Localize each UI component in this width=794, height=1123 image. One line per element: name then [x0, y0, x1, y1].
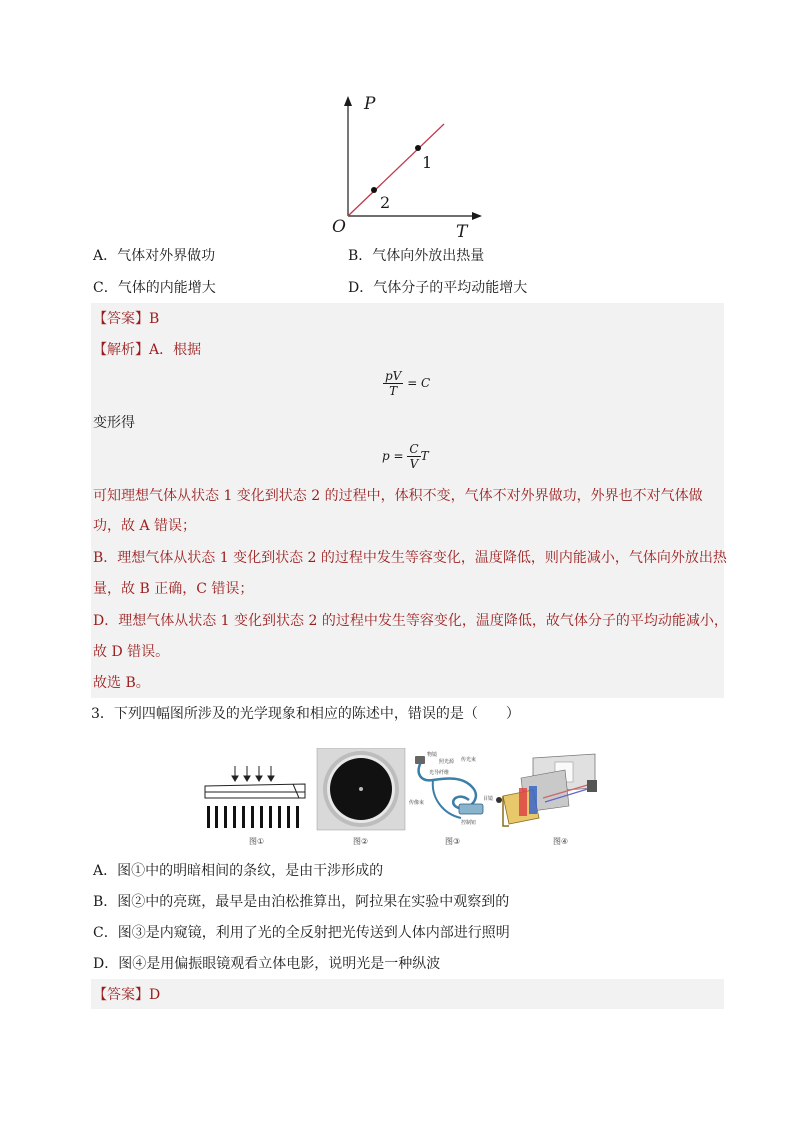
- endoscope-label-objective: 物镜: [427, 752, 438, 758]
- formula2-lhs: p =: [382, 449, 404, 463]
- q2-option-a: A．气体对外界做功: [93, 248, 216, 264]
- analysis-tag: 【解析】: [93, 342, 149, 358]
- caption-fig1: 图①: [249, 837, 265, 846]
- endoscope-label-fiber: 光导纤维: [429, 770, 450, 776]
- caption-fig4: 图④: [553, 837, 569, 846]
- analysis-intro-text: A．根据: [149, 342, 202, 358]
- q3-stem: 3．下列四幅图所涉及的光学现象和相应的陈述中，错误的是（ ）: [91, 706, 520, 722]
- formula1-denominator: T: [389, 384, 398, 398]
- analysis-para2-line1: B．理想气体从状态 1 变化到状态 2 的过程中发生等容变化，温度降低，则内能减小，气体向外放出热: [93, 550, 727, 566]
- endoscope-label-eyepiece: 目镜: [483, 796, 494, 802]
- analysis-para1-line1: 可知理想气体从状态 1 变化到状态 2 的过程中，体积不变，气体不对外界做功，外界也不对气体做: [93, 488, 703, 504]
- analysis-para2-line2: 量，故 B 正确，C 错误；: [93, 581, 254, 597]
- answer-tag: 【答案】: [93, 311, 149, 327]
- q3-option-d: D．图④是用偏振眼镜观看立体电影，说明光是一种纵波: [93, 956, 441, 972]
- q3-answer-tag: 【答案】: [93, 987, 149, 1003]
- endoscope-label-image-bundle: 传像束: [409, 800, 425, 806]
- figure-4-3d-projection: [496, 754, 597, 826]
- answer-value: B: [149, 311, 160, 327]
- q2-option-c: C．气体的内能增大: [93, 280, 216, 296]
- formula1-numerator: pV: [385, 369, 402, 383]
- pressure-temperature-graph: [318, 92, 494, 242]
- q3-option-b: B．图②中的亮斑，最早是由泊松推算出，阿拉果在实验中观察到的: [93, 894, 510, 910]
- x-axis-label: T: [456, 222, 468, 242]
- q3-answer-line: [93, 985, 160, 1005]
- formula2-numerator: C: [409, 442, 419, 456]
- state-point-2: [371, 187, 377, 193]
- formula2-denominator: V: [409, 457, 419, 471]
- q2-deform-text: 变形得: [93, 415, 135, 431]
- figure-1-wedge-interference: [205, 766, 305, 828]
- state-point-1: [415, 145, 421, 151]
- origin-label: O: [332, 217, 346, 237]
- caption-fig2: 图②: [353, 837, 369, 846]
- endoscope-label-control: 控制钮: [461, 820, 477, 826]
- q3-answer-panel: [91, 979, 724, 1009]
- q2-option-b: B．气体向外放出热量: [348, 248, 485, 264]
- formula-pressure: [382, 442, 429, 471]
- analysis-para1-line2: 功，故 A 错误；: [93, 518, 197, 534]
- q3-option-a: A．图①中的明暗相间的条纹，是由干涉形成的: [93, 863, 384, 879]
- formula2-rhs: T: [420, 449, 429, 463]
- point-1-label: 1: [422, 153, 433, 172]
- endoscope-label-light-source: 照光源: [439, 759, 455, 765]
- x-axis-arrow: [472, 212, 482, 220]
- q3-figures: [203, 748, 603, 848]
- figure-2-poisson-spot: [317, 748, 405, 830]
- point-2-label: 2: [380, 193, 391, 212]
- q3-option-c: C．图③是内窥镜，利用了光的全反射把光传送到人体内部进行照明: [93, 925, 510, 941]
- caption-fig3: 图③: [445, 837, 461, 846]
- y-axis-arrow: [344, 96, 352, 106]
- q3-answer-value: D: [149, 987, 161, 1003]
- q2-option-d: D．气体分子的平均动能增大: [348, 280, 528, 296]
- analysis-para3-line1: D．理想气体从状态 1 变化到状态 2 的过程中发生等容变化，温度降低，故气体分子的平均动能减小，: [93, 613, 728, 629]
- formula-ideal-gas: [383, 369, 430, 398]
- y-axis-label: P: [364, 94, 376, 114]
- formula1-rhs: = C: [407, 376, 431, 390]
- q2-analysis-intro: [93, 340, 201, 360]
- analysis-para3-line2: 故 D 错误。: [93, 644, 170, 660]
- analysis-conclusion: 故选 B。: [93, 675, 150, 691]
- endoscope-label-light-bundle: 传光束: [461, 757, 477, 763]
- q2-answer-line: [93, 309, 159, 329]
- figure-3-endoscope: [409, 751, 493, 826]
